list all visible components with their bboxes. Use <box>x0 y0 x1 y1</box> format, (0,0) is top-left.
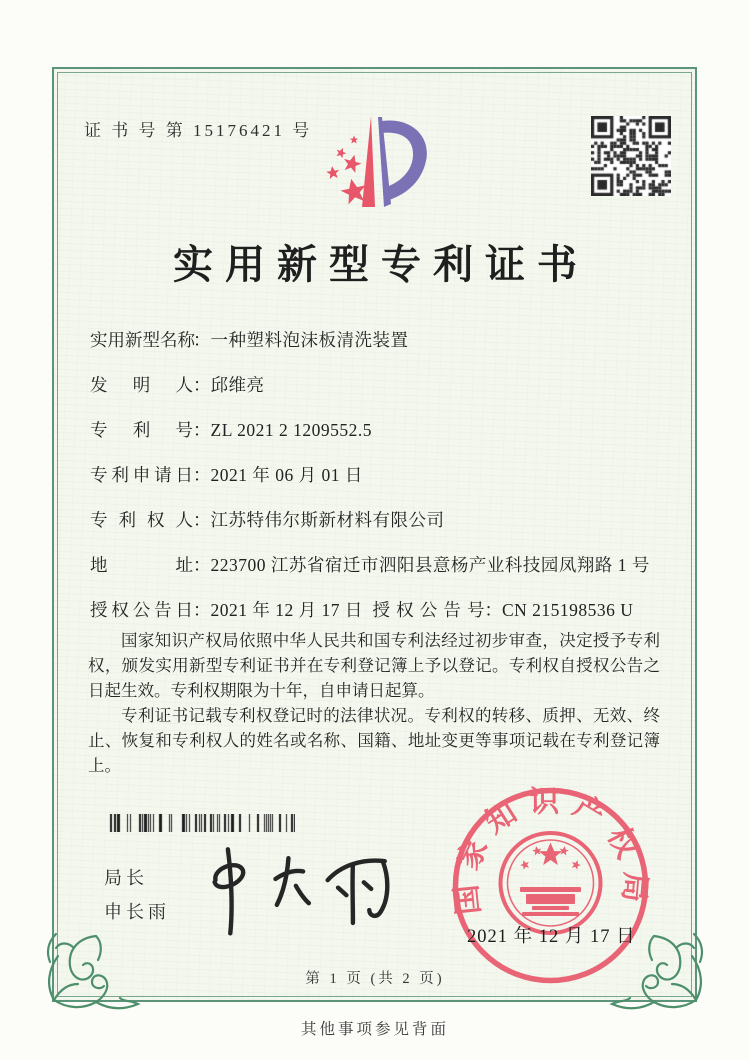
seal-text: 国家知识产权局 <box>448 785 652 917</box>
signer-title: 局长 <box>104 868 148 888</box>
certificate-number: 证 书 号 第 15176421 号 <box>84 121 313 140</box>
field-value: ZL 2021 2 1209552.5 <box>210 420 372 440</box>
back-side-note: 其他事项参见背面 <box>300 1021 449 1038</box>
qr-code <box>591 116 671 196</box>
legal-text <box>88 628 660 778</box>
cnipa-logo-icon <box>318 108 440 220</box>
field-colon: ： <box>193 420 211 440</box>
legal-paragraph-1: 国家知识产权局依照中华人民共和国专利法经过初步审查，决定授予专利权，颁发实用新型专利证书并在专利登记簿上予以登记。专利权自授权公告之日起生效。专利权期限为十年，自申请日起算。 <box>88 631 660 700</box>
page-number: 第 1 页 (共 2 页) <box>305 971 445 987</box>
legal-paragraph-2: 专利证书记载专利权登记时的法律状况。专利权的转移、质押、无效、终止、恢复和专利权人的姓名或名称、国籍、地址变更等事项记载在专利登记簿上。 <box>88 706 660 775</box>
field-colon: ： <box>193 330 211 350</box>
field-label: 专利申请日 <box>90 465 193 485</box>
field-colon: ： <box>193 555 211 575</box>
field-value: 2021 年 12 月 17 日 <box>210 600 363 620</box>
national-emblem-icon <box>501 833 601 933</box>
field-label: 发明人 <box>90 375 193 395</box>
certificate-title: 实用新型专利证书 <box>173 242 589 287</box>
field-label: 授权公告号 <box>372 600 485 620</box>
signer-name: 申长雨 <box>104 902 170 922</box>
field-label: 授权公告日 <box>90 600 193 620</box>
field-value: 邱维亮 <box>210 375 265 395</box>
field-row-filing-date <box>90 463 662 508</box>
field-row-address <box>90 553 662 598</box>
field-value: CN 215198536 U <box>502 600 634 620</box>
corner-flourish-bottom-left-icon <box>38 926 143 1014</box>
field-row-patentee <box>90 508 662 553</box>
field-row-patent-no <box>90 418 662 463</box>
field-label: 地址 <box>90 555 193 575</box>
certificate-fields <box>90 328 662 643</box>
field-colon: ： <box>193 375 211 395</box>
field-colon: ： <box>484 600 502 620</box>
seal-date: 2021 年 12 月 17 日 <box>467 927 636 947</box>
field-label: 专利号 <box>90 420 193 440</box>
barcode <box>103 814 295 832</box>
field-value: 2021 年 06 月 01 日 <box>210 465 363 485</box>
field-colon: ： <box>193 465 211 485</box>
field-value: 223700 江苏省宿迁市泗阳县意杨产业科技园凤翔路 1 号 <box>210 555 650 575</box>
field-colon: ： <box>193 510 211 530</box>
field-row-inventor <box>90 373 662 418</box>
field-value: 一种塑料泡沫板清洗装置 <box>210 330 409 350</box>
field-label: 实用新型名称 <box>90 330 195 350</box>
field-label: 专利权人 <box>90 510 193 530</box>
field-row-name <box>90 328 662 373</box>
signature-script <box>188 838 398 938</box>
field-colon: ： <box>193 600 211 620</box>
field-value: 江苏特伟尔斯新材料有限公司 <box>210 510 445 530</box>
